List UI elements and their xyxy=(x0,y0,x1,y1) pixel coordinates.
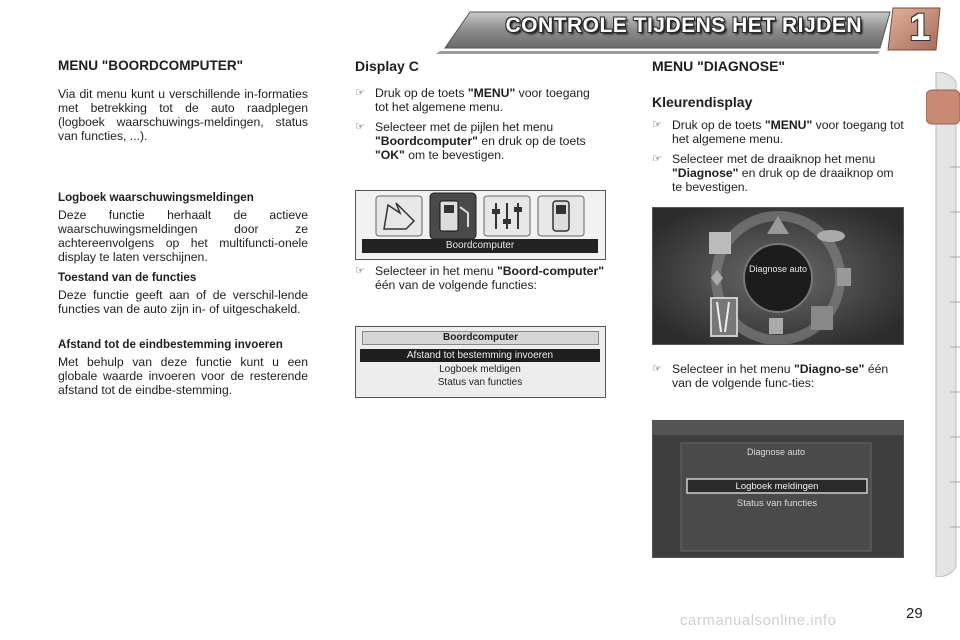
subsection-text: Met behulp van deze functie kunt u een globale waarde invoeren voor de resterende afstand tot de eindbe-stemming. xyxy=(58,355,308,397)
display-c-boordcomputer-screen xyxy=(355,326,606,398)
menu-item[interactable]: Status van functies xyxy=(736,498,818,509)
column-boordcomputer xyxy=(58,58,308,397)
menu-item-selected[interactable]: Afstand tot bestemming invoeren xyxy=(360,349,600,362)
pointing-hand-icon: ☞ xyxy=(355,87,365,99)
color-display-diagnose-screen xyxy=(652,207,904,345)
menu-item[interactable]: Logboek meldigen xyxy=(439,364,521,375)
page-header xyxy=(0,0,960,60)
instruction-step: ☞ Selecteer in het menu "Diagno-se" één van de volgende func-ties: xyxy=(652,362,889,390)
intro-text: Via dit menu kunt u verschillende in-formaties met betrekking tot de auto raadplegen (logboek waarschuwings-meldingen, status van functies, ...). xyxy=(58,87,308,143)
column-display-c xyxy=(355,58,605,168)
menu-item-selected[interactable]: Logboek meldingen xyxy=(735,481,819,492)
sliders-icon xyxy=(811,306,833,330)
page-number: 29 xyxy=(906,605,923,622)
selected-menu-label: Boordcomputer xyxy=(445,240,515,251)
wiper-icon xyxy=(769,318,783,334)
column-diagnose-lower xyxy=(652,362,904,396)
instruction-step: ☞ Selecteer met de pijlen het menu "Boordcomputer" en druk op de toets "OK" om te bevestigen. xyxy=(355,120,586,162)
color-display-diagnose-list-screen xyxy=(652,420,904,558)
subsection-text: Deze functie herhaalt de actieve waarschuwingsmeldingen door ze achtereenvolgens op het multifuncti-onele display te laten verschijnen. xyxy=(58,208,308,264)
instruction-step: ☞ Druk op de toets "MENU" voor toegang tot het algemene menu. xyxy=(652,118,904,146)
book-icon xyxy=(709,232,731,254)
chapter-number: 1 xyxy=(909,7,931,49)
screen-title: Boordcomputer xyxy=(362,331,599,345)
chapter-tabs xyxy=(926,72,960,577)
subsection-title: Kleurendisplay xyxy=(652,94,753,110)
subsection-text: Deze functie geeft aan of de verschil-lende functies van de auto zijn in- of uitgeschakeld. xyxy=(58,288,308,316)
pointing-hand-icon: ☞ xyxy=(355,121,365,133)
screen-title: Diagnose auto xyxy=(746,447,806,457)
pointing-hand-icon: ☞ xyxy=(355,265,365,277)
section-title: MENU "DIAGNOSE" xyxy=(652,58,786,74)
column-display-c-lower xyxy=(355,264,605,298)
page-title: CONTROLE TIJDENS HET RIJDEN xyxy=(505,14,862,37)
car-icon xyxy=(817,230,845,242)
fuel-icon xyxy=(837,268,851,286)
display-c-menu-screen xyxy=(355,190,606,260)
pointing-hand-icon: ☞ xyxy=(652,363,662,375)
pointing-hand-icon: ☞ xyxy=(652,119,662,131)
instruction-step: ☞ Selecteer in het menu "Boord-computer" één van de volgende functies: xyxy=(355,264,604,292)
radial-center-label: Diagnose auto xyxy=(748,264,808,274)
column-diagnose xyxy=(652,58,904,200)
menu-item[interactable]: Status van functies xyxy=(437,377,523,388)
subsection-title: Toestand van de functies xyxy=(58,271,197,284)
section-title: Display C xyxy=(355,58,419,74)
instruction-step: ☞ Selecteer met de draaiknop het menu "Diagnose" en druk op de draaiknop om te bevestigen. xyxy=(652,152,894,194)
tools-icon xyxy=(711,298,737,336)
subsection-title: Logboek waarschuwingsmeldingen xyxy=(58,191,254,204)
instruction-step: ☞ Druk op de toets "MENU" voor toegang tot het algemene menu. xyxy=(355,86,590,114)
section-title: MENU "BOORDCOMPUTER" xyxy=(58,58,244,73)
pointing-hand-icon: ☞ xyxy=(652,153,662,165)
subsection-title: Afstand tot de eindbestemming invoeren xyxy=(58,338,283,351)
watermark: carmanualsonline.info xyxy=(680,612,837,629)
active-chapter-tab xyxy=(926,90,960,124)
